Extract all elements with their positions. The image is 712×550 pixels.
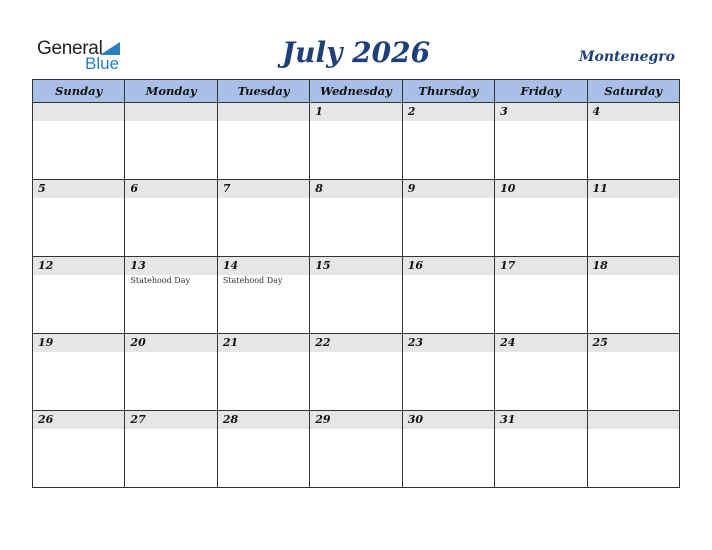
day-cell — [587, 180, 679, 257]
day-number: 31 — [500, 413, 516, 426]
country-name: Montenegro — [579, 49, 675, 65]
weekday-wednesday: Wednesday — [310, 80, 402, 103]
week-row — [33, 103, 680, 180]
day-cell — [587, 257, 679, 334]
weekday-thursday: Thursday — [402, 80, 494, 103]
day-number-bar — [125, 103, 216, 121]
day-cell — [402, 103, 494, 180]
day-cell — [402, 180, 494, 257]
day-number: 17 — [500, 259, 516, 272]
day-cell — [310, 257, 402, 334]
day-cell — [33, 103, 125, 180]
day-cell — [587, 411, 679, 488]
day-number-bar — [310, 103, 401, 121]
day-number: 22 — [315, 336, 331, 349]
day-cell — [217, 334, 309, 411]
day-number-bar — [403, 180, 494, 198]
day-number: 9 — [407, 182, 416, 195]
day-cell — [125, 411, 217, 488]
calendar-grid — [32, 79, 680, 488]
day-number: 10 — [500, 182, 516, 195]
day-number-bar — [495, 103, 586, 121]
day-number: 21 — [222, 336, 239, 349]
day-number: 18 — [592, 259, 608, 272]
day-number: 14 — [222, 259, 239, 272]
day-number: 16 — [407, 259, 423, 272]
day-cell — [310, 334, 402, 411]
day-number: 12 — [38, 259, 54, 272]
day-number: 20 — [130, 336, 146, 349]
day-cell — [587, 334, 679, 411]
day-cell — [33, 411, 125, 488]
week-row — [33, 334, 680, 411]
day-number: 11 — [592, 182, 608, 195]
day-cell — [125, 334, 217, 411]
day-cell — [217, 180, 309, 257]
week-row — [33, 180, 680, 257]
weekday-sunday: Sunday — [33, 80, 125, 103]
day-cell — [402, 411, 494, 488]
day-number-bar — [403, 103, 494, 121]
day-number: 29 — [315, 413, 331, 426]
day-cell — [33, 180, 125, 257]
day-number-bar — [588, 103, 679, 121]
day-number: 1 — [315, 105, 323, 118]
day-cell — [402, 334, 494, 411]
day-number: 24 — [500, 336, 516, 349]
day-cell — [587, 103, 679, 180]
day-cell — [33, 257, 125, 334]
day-number: 25 — [592, 336, 608, 349]
logo-text-general: General — [37, 38, 103, 59]
day-cell — [217, 257, 309, 334]
day-number: 13 — [130, 259, 146, 272]
day-number: 7 — [222, 182, 231, 195]
day-number-bar — [33, 180, 124, 198]
day-cell — [402, 257, 494, 334]
day-cell — [217, 103, 309, 180]
day-cell — [310, 411, 402, 488]
day-number: 26 — [38, 413, 54, 426]
day-cell — [217, 411, 309, 488]
day-number: 19 — [38, 336, 54, 349]
day-cell — [495, 103, 587, 180]
day-number: 8 — [315, 182, 323, 195]
day-cell — [310, 103, 402, 180]
calendar-title: July 2026 — [281, 36, 431, 69]
day-number-bar — [588, 411, 679, 429]
day-number-bar — [33, 103, 124, 121]
holiday-label: Statehood Day — [222, 276, 283, 285]
day-number: 5 — [38, 182, 46, 195]
day-number: 4 — [592, 105, 601, 118]
weekday-friday: Friday — [495, 80, 587, 103]
week-row — [33, 411, 680, 488]
day-number: 6 — [130, 182, 139, 195]
weekday-saturday: Saturday — [587, 80, 679, 103]
day-cell — [495, 334, 587, 411]
week-row — [33, 257, 680, 334]
day-cell — [125, 103, 217, 180]
day-cell — [125, 180, 217, 257]
day-number: 30 — [407, 413, 423, 426]
holiday-label: Statehood Day — [130, 276, 190, 285]
day-number: 15 — [315, 259, 331, 272]
day-number: 3 — [500, 105, 508, 118]
day-cell — [495, 180, 587, 257]
day-cell — [310, 180, 402, 257]
logo-text-blue: Blue — [85, 54, 120, 73]
day-cell — [495, 257, 587, 334]
day-cell — [33, 334, 125, 411]
weekday-monday: Monday — [125, 80, 217, 103]
weekday-header-row — [33, 80, 680, 103]
day-number-bar — [310, 180, 401, 198]
day-number: 23 — [407, 336, 423, 349]
day-number: 28 — [222, 413, 239, 426]
day-number-bar — [218, 180, 309, 198]
day-number-bar — [125, 180, 216, 198]
day-cell — [495, 411, 587, 488]
day-number: 27 — [130, 413, 146, 426]
day-cell — [125, 257, 217, 334]
day-number-bar — [218, 103, 309, 121]
weekday-tuesday: Tuesday — [217, 80, 309, 103]
day-number: 2 — [407, 105, 416, 118]
